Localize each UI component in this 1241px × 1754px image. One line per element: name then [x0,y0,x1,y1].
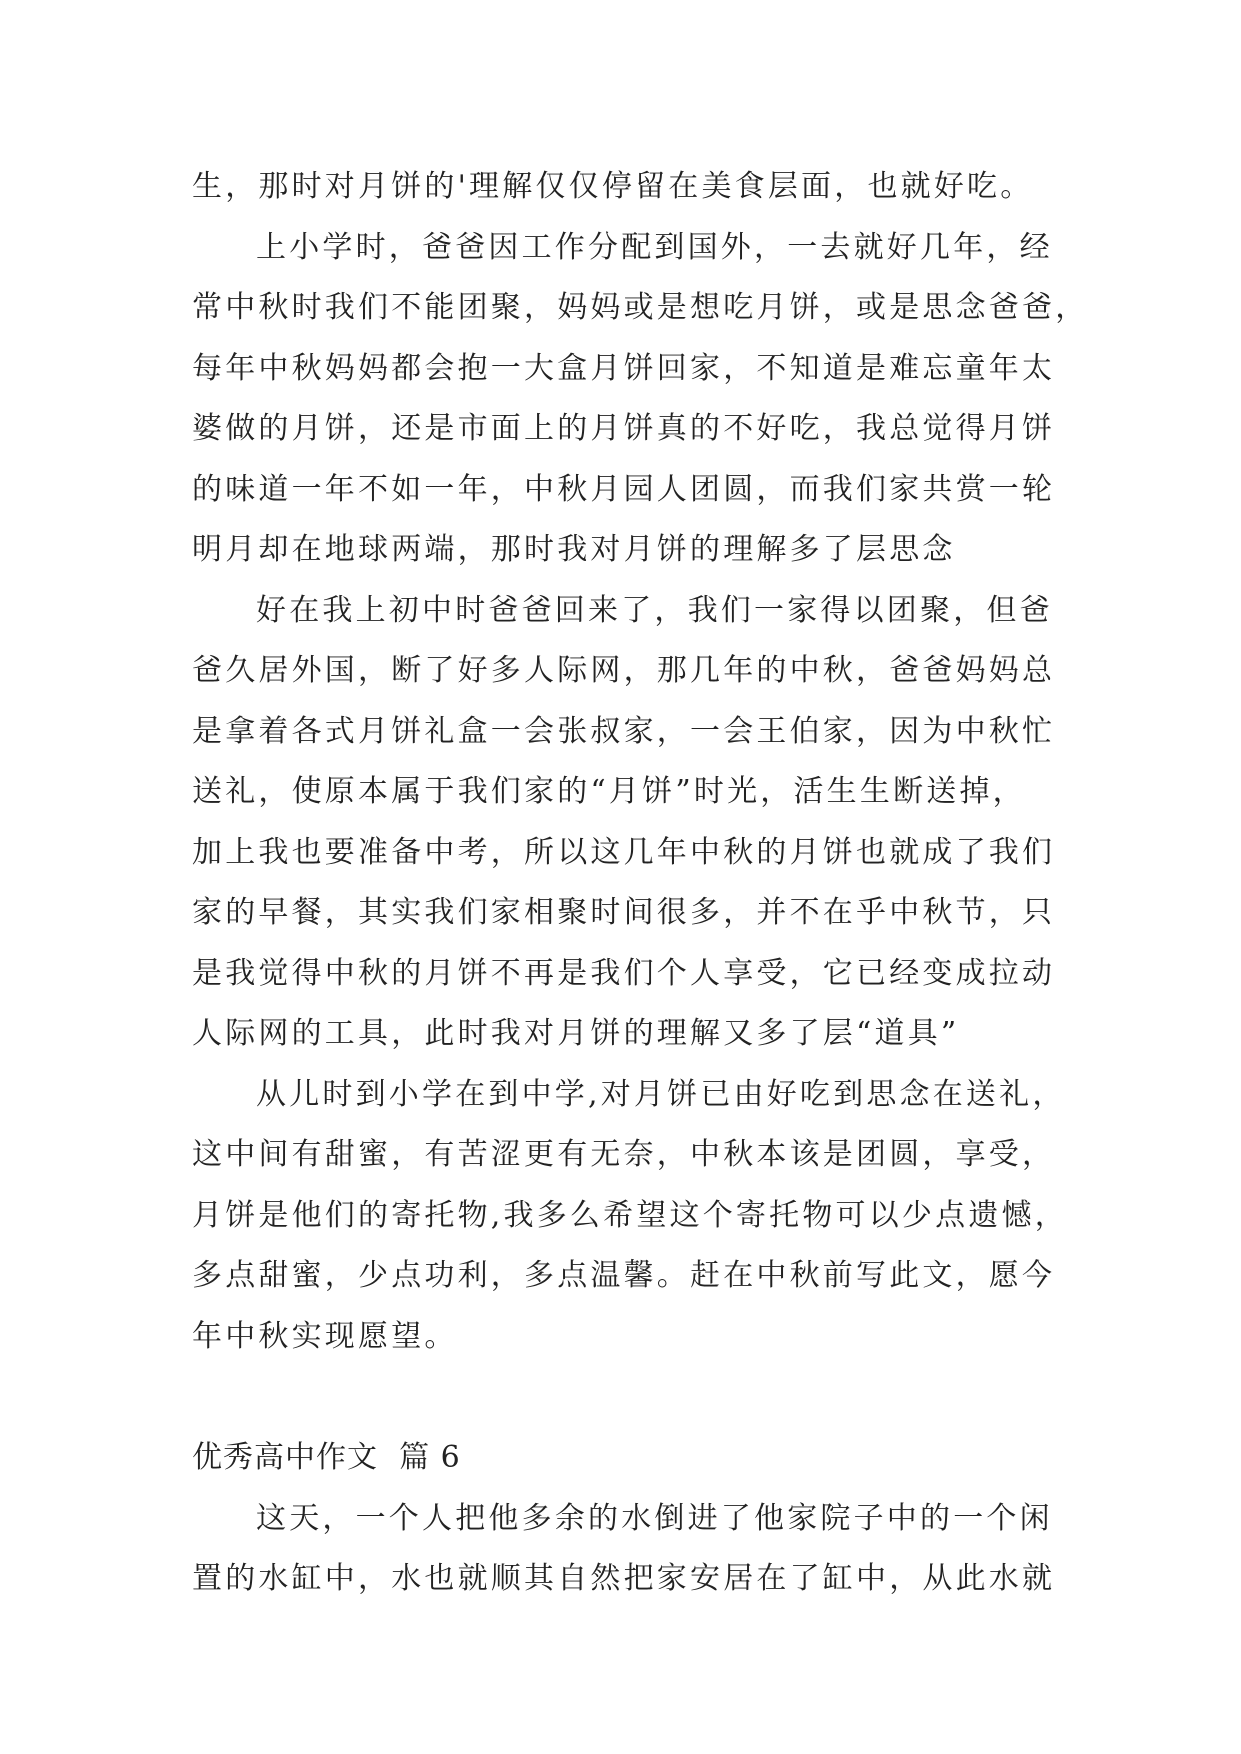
text-line: 婆做的月饼，还是市面上的月饼真的不好吃，我总觉得月饼 [192,411,1056,446]
paragraph-1 [192,157,1072,218]
text-line: 家的早餐，其实我们家相聚时间很多，并不在乎中秋节，只 [192,895,1056,930]
text-line: 年中秋实现愿望。 [192,1318,458,1354]
text-line: 的味道一年不如一年，中秋月园人团圆，而我们家共赏一轮 [192,471,1056,507]
text-line: 生，那时对月饼的'理解仅仅停留在美食层面，也就好吃。 [192,169,1034,204]
text-line: 上小学时，爸爸因工作分配到国外，一去就好几年，经 [256,229,1053,265]
text-line: 这中间有甜蜜，有苦涩更有无奈，中秋本该是团圆，享受， [192,1137,1056,1172]
paragraph-4 [192,1065,1072,1368]
text-line: 置的水缸中，水也就顺其自然把家安居在了缸中，从此水就 [192,1561,1056,1596]
paragraph-2 [192,218,1089,581]
text-line: 明月却在地球两端，那时我对月饼的理解多了层思念 [192,532,956,567]
text-line: 多点甜蜜，少点功利，多点温馨。赶在中秋前写此文，愿今 [192,1258,1056,1293]
text-line: 是拿着各式月饼礼盒一会张叔家，一会王伯家，因为中秋忙 [192,713,1056,749]
text-line: 加上我也要准备中考，所以这几年中秋的月饼也就成了我们 [192,834,1056,870]
text-line: 好在我上初中时爸爸回来了，我们一家得以团聚，但爸 [256,592,1053,628]
section-heading: 优秀高中作文 篇 6 [192,1440,461,1475]
text-line: 从儿时到小学在到中学,对月饼已由好吃到思念在送礼， [256,1076,1066,1112]
text-line: 每年中秋妈妈都会抱一大盒月饼回家，不知道是难忘童年太 [192,350,1056,386]
section-spacer [192,1367,1072,1428]
text-line: 是我觉得中秋的月饼不再是我们个人享受，它已经变成拉动 [192,955,1056,991]
paragraph-5 [192,1489,1072,1610]
text-line: 这天，一个人把他多余的水倒进了他家院子中的一个闲 [256,1500,1053,1536]
text-line: 常中秋时我们不能团聚，妈妈或是想吃月饼，或是思念爸爸， [192,290,1089,325]
text-line: 送礼，使原本属于我们家的“月饼”时光，活生生断送掉， [192,774,1026,809]
text-line: 月饼是他们的寄托物,我多么希望这个寄托物可以少点遗憾， [192,1197,1068,1233]
text-line: 爸久居外国，断了好多人际网，那几年的中秋，爸爸妈妈总 [192,653,1056,688]
paragraph-3 [192,581,1072,1065]
document-page [192,157,1089,1610]
text-line: 人际网的工具，此时我对月饼的理解又多了层“道具” [192,1016,960,1051]
